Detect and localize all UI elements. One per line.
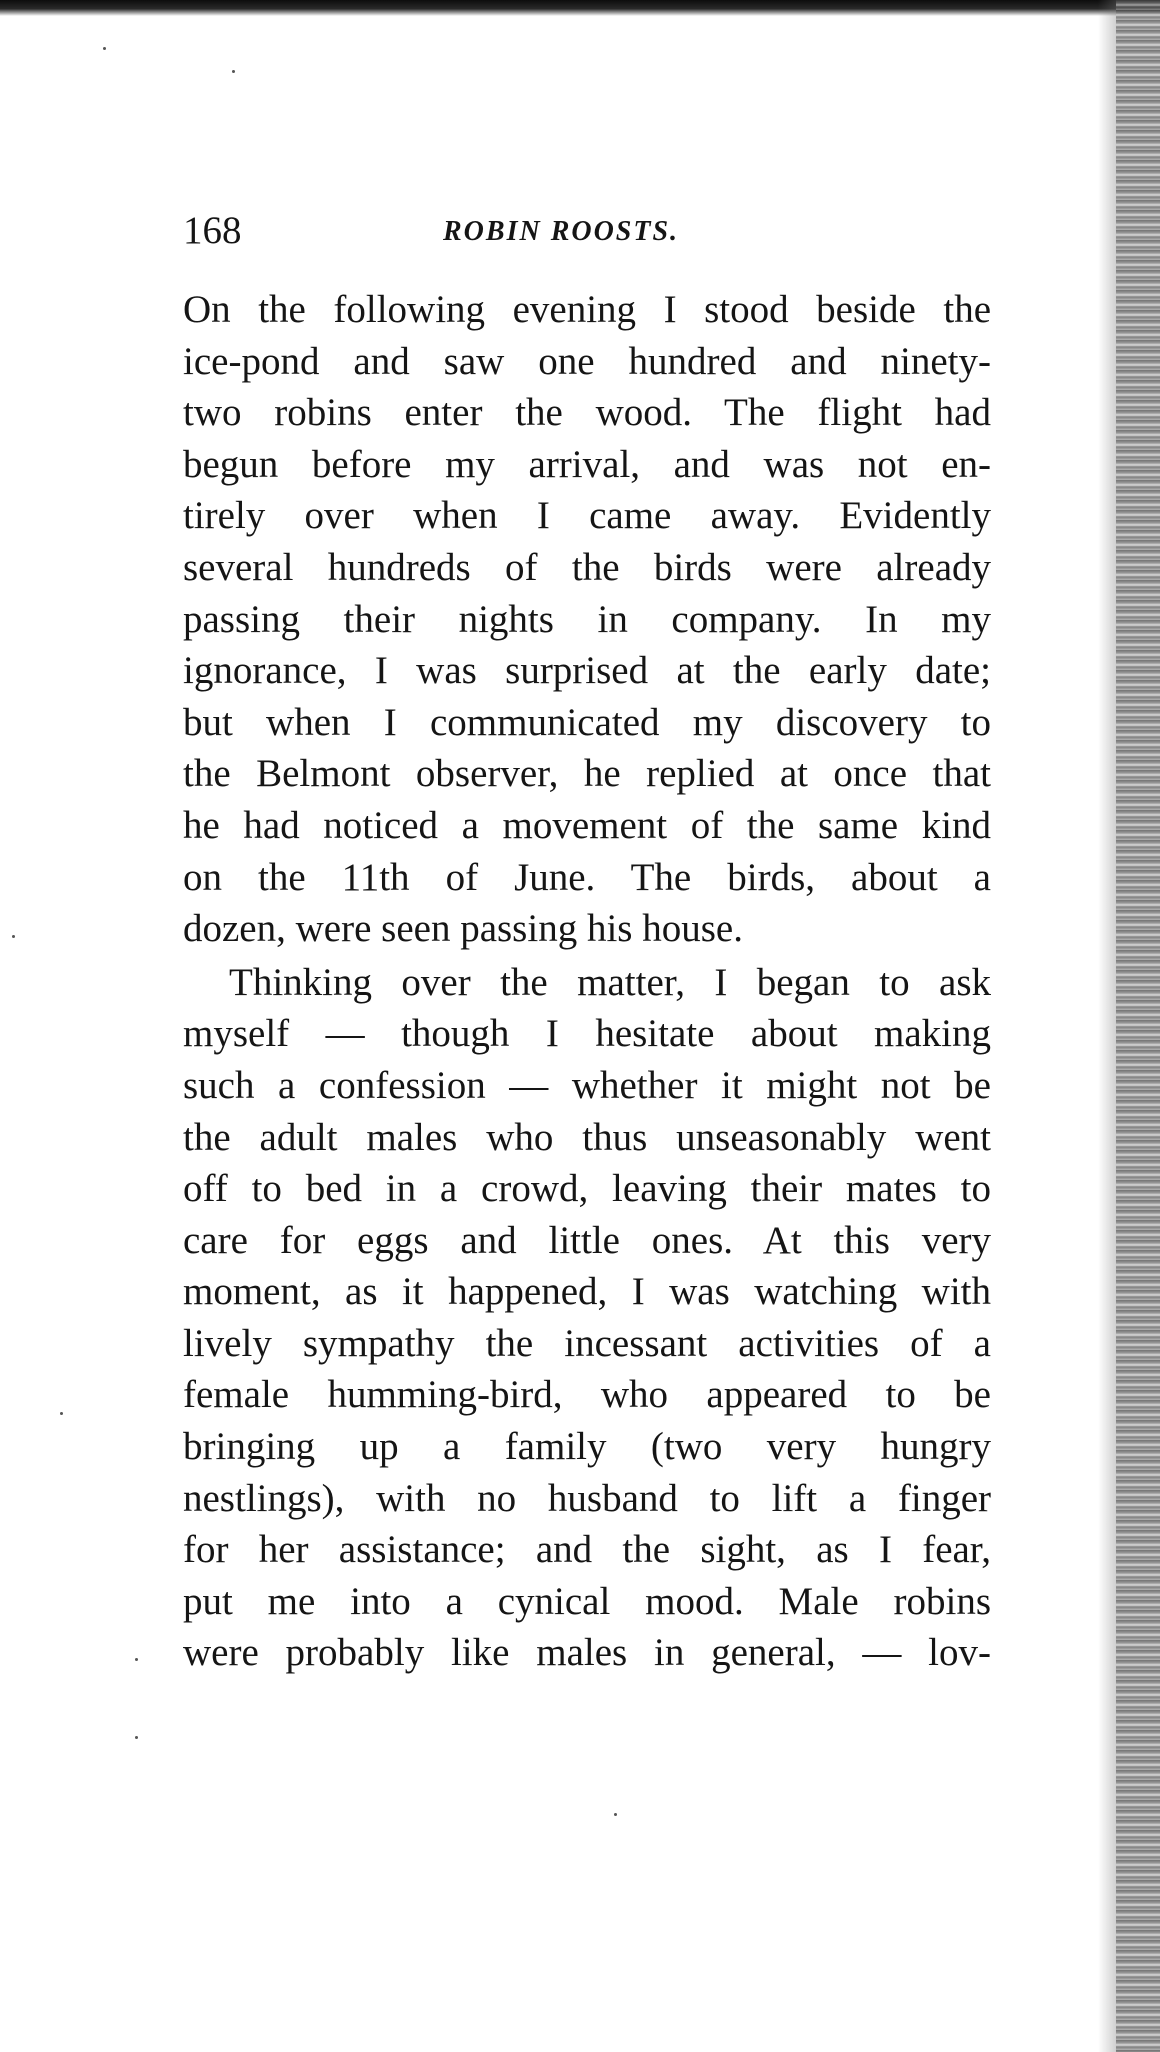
body-text xyxy=(183,284,991,1679)
running-title: ROBIN ROOSTS. xyxy=(443,216,680,247)
text-line: nestlings), with no husband to lift a finger xyxy=(183,1476,991,1520)
paper-speck xyxy=(135,1658,138,1661)
text-line: off to bed in a crowd, leaving their mates to xyxy=(183,1167,991,1211)
paper-speck xyxy=(12,935,15,938)
paragraph-1 xyxy=(183,284,991,955)
text-line: moment, as it happened, I was watching with xyxy=(183,1270,991,1314)
text-line: several hundreds of the birds were already xyxy=(183,545,991,589)
page-header xyxy=(183,206,991,256)
text-line: dozen, were seen passing his house. xyxy=(183,907,743,951)
page-right-edge-shadow xyxy=(1116,0,1160,2052)
text-line: lively sympathy the incessant activities of a xyxy=(183,1321,991,1365)
text-line: passing their nights in company. In my xyxy=(183,597,991,641)
text-line: on the 11th of June. The birds, about a xyxy=(183,855,991,899)
text-line: but when I communicated my discovery to xyxy=(183,700,991,744)
text-line: On the following evening I stood beside the xyxy=(183,288,991,331)
text-line: bringing up a family (two very hungry xyxy=(183,1425,991,1469)
text-line: the adult males who thus unseasonably went xyxy=(183,1115,991,1159)
text-line: begun before my arrival, and was not en- xyxy=(183,442,991,486)
text-line: two robins enter the wood. The flight had xyxy=(183,391,991,435)
paper-speck xyxy=(614,1813,617,1816)
text-line: ice-pond and saw one hundred and ninety- xyxy=(183,339,991,383)
page-number: 168 xyxy=(183,209,242,252)
page-right-edge-fade xyxy=(1098,0,1116,2052)
paper-speck xyxy=(60,1412,63,1415)
text-line: for her assistance; and the sight, as I fear, xyxy=(183,1528,991,1572)
paper-speck xyxy=(232,70,235,73)
text-line: care for eggs and little ones. At this very xyxy=(183,1218,991,1262)
text-line: myself — though I hesitate about making xyxy=(183,1012,991,1056)
text-line: Thinking over the matter, I began to ask xyxy=(229,960,991,1004)
text-line: tirely over when I came away. Evidently xyxy=(183,494,991,538)
text-line: ignorance, I was surprised at the early date; xyxy=(183,649,991,693)
text-line: the Belmont observer, he replied at once that xyxy=(183,752,991,796)
paragraph-2 xyxy=(183,957,991,1679)
text-line: were probably like males in general, — lov- xyxy=(183,1631,991,1675)
page-top-edge-shadow xyxy=(0,0,1160,16)
text-line: female humming-bird, who appeared to be xyxy=(183,1373,991,1417)
text-line: he had noticed a movement of the same kind xyxy=(183,803,991,847)
text-line: such a confession — whether it might not be xyxy=(183,1063,991,1107)
paper-speck xyxy=(135,1736,138,1739)
text-line: put me into a cynical mood. Male robins xyxy=(183,1579,991,1623)
paper-speck xyxy=(103,47,106,50)
